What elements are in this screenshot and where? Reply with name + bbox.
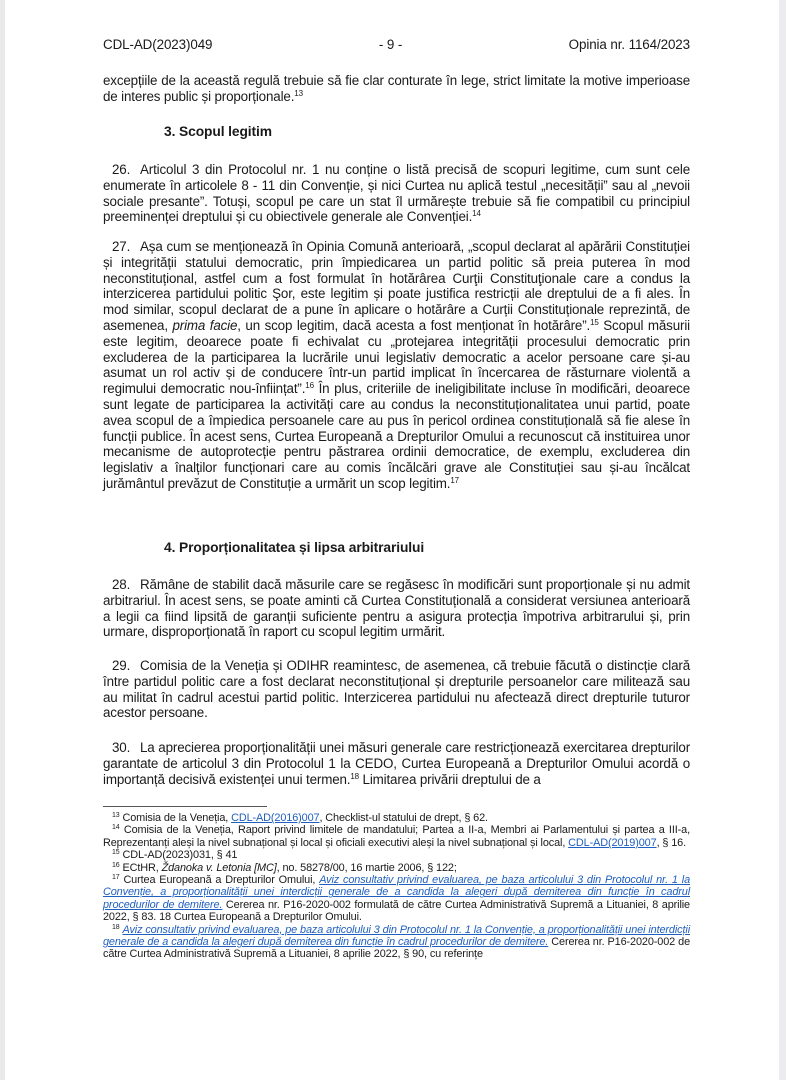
paragraph-text: În plus, criteriile de ineligibilitate incluse în modificări, deoarece sunt legate de participarea la activități care au condus la neconstituționalitatea unui partid, poate avea scopul de a împiedica persoanele care au pus în pericol ordinea constituțională să fie alese în funcții publice. În acest sens, Curtea Europeană a Drepturilor Omului a recunoscut că instituirea unor mecanisme de autoprotecție pentru păstrarea ordinii democratice, de exemplu, excluderea din legislativ a înalților funcționari care au comis încălcări grave ale Constituției sau și-au încălcat jurământul prevăzut de Constituție a urmărit un scop legitim. [103, 381, 691, 491]
paragraph-29 [103, 658, 690, 721]
footnote-text: Comisia de la Veneția, Raport privind limitele de mandatului; Partea a II-a, Membri ai Parlamentului și partea a III-a, Reprezentanți aleși la nivel subnațional și local și oficiali executivi aleși la nivel subnațional și local, [103, 824, 690, 849]
footnote-13 [103, 812, 690, 824]
paragraph-26 [103, 162, 690, 225]
footnote-text: Cererea nr. P16-2020-002 de către Curtea Administrativă Supremă a Lituaniei, 8 aprilie 2022, § 90, cu referințe [103, 936, 691, 961]
section-heading-3 [103, 124, 690, 139]
intro-paragraph [103, 73, 690, 105]
paragraph-number: 27. [112, 239, 131, 254]
footnote-ref[interactable]: 16 [305, 381, 314, 391]
footnote-18 [103, 924, 690, 961]
footnote-17 [103, 874, 690, 924]
footnote-14 [103, 824, 690, 849]
footnote-number: 13 [112, 812, 120, 819]
paragraph-number: 26. [112, 162, 131, 177]
intro-text: excepțiile de la această regulă trebuie să fie clar conturate în lege, strict limitate la motive imperioase de interes public și proporționale. [103, 73, 690, 104]
footnote-ref[interactable]: 17 [450, 475, 459, 485]
paragraph-text: Scopul măsurii este legitim, deoarece poate fi echivalat cu „protejarea integrității procesului democratic prin excluderea de la participarea la lucrările unui legislativ democratic a acelor persoane care și-au asumat un rol activ și de conducere într-un partid implicat în încercarea de răsturnare violentă a regimului democratic nou-înființat”. [103, 317, 690, 397]
footnote-number: 16 [112, 861, 120, 869]
footnote-text: Curtea Europeană a Drepturilor Omului, [119, 874, 320, 887]
paragraph-30 [103, 740, 690, 787]
page-number: - 9 - [378, 37, 403, 52]
page-header [103, 37, 690, 52]
paragraph-28 [103, 577, 690, 640]
footnote-text: , no. 58278/00, 16 martie 2006, § 122; [276, 861, 457, 874]
footnote-number: 14 [112, 824, 120, 832]
footnote-link[interactable]: CDL-AD(2016)007 [231, 812, 320, 824]
footnote-ref[interactable]: 18 [350, 771, 359, 781]
section-heading-4 [103, 540, 690, 555]
paragraph-text: Limitarea privării dreptului de a [358, 771, 541, 787]
paragraph-number: 29. [112, 658, 131, 673]
paragraph-number: 30. [112, 740, 131, 755]
footnote-number: 15 [112, 849, 120, 857]
footnote-text: ECtHR, [119, 861, 162, 874]
paragraph-number: 28. [112, 577, 131, 592]
footnote-number: 18 [112, 923, 120, 931]
case-name: Ždanoka v. Letonia [MC] [161, 861, 277, 874]
paragraph-text: Articolul 3 din Protocolul nr. 1 nu conține o listă precisă de scopuri legitime, cum sunt cele enumerate în articolele 8 - 11 din Convenție, și nici Curtea nu aplică testul „necesității” sau al „nevoii sociale presante”. Totuși, scopul pe care un stat îl urmărește trebuie să fie compatibil cu principiul preeminenței dreptului și cu obiectivele generale ale Convenției. [103, 162, 690, 225]
paragraph-text: Așa cum se menționează în Opinia Comună anterioară, „scopul declarat al apărării Constituției și integrității statului democratic, prin împiedicarea un partid politic să preia puterea în mod neconstituțional, astfel cum a fost formulat în hotărârea Curţii Constituţionale care a condus la interzicerea partidului politic Şor, este legitim și poate justifica restricții ale dreptului de a fi ales. În mod similar, scopul declarat de a pune în aplicare o hotărâre a Curții Constituționale reprezintă, de asemenea, [103, 239, 690, 333]
footnote-ref[interactable]: 13 [294, 88, 303, 98]
page-edge [779, 0, 786, 1080]
paragraph-text: Comisia de la Veneția și ODIHR reamintesc, de asemenea, că trebuie făcută o distincție clară între partidul politic care a fost declarat neconstituțional și drepturile persoanelor care militează sau au militat în cadrul acestui partid politic. Interzicerea partidului nu afectează direct drepturile tuturor acestor persoane. [103, 658, 690, 721]
footnote-text: , § 16. [656, 836, 686, 849]
footnote-ref[interactable]: 15 [590, 317, 599, 327]
footnotes [103, 812, 690, 961]
footnote-link[interactable]: CDL-AD(2019)007 [568, 836, 657, 849]
paragraph-27 [103, 239, 690, 492]
section-title: 3. Scopul legitim [164, 124, 272, 139]
paragraph-text: , un scop legitim, dacă acesta a fost menționat în hotărâre”. [237, 317, 591, 333]
section-title: 4. Proporționalitatea și lipsa arbitrariului [164, 540, 425, 555]
footnote-text: Cererea nr. P16-2020-002 formulată de către Curtea Administrativă Supremă a Lituaniei, 8 aprilie 2022, § 83. 18 Curtea Europeană a Drepturilor Omului. [103, 898, 690, 924]
footnote-16 [103, 862, 690, 874]
footnote-link[interactable]: Aviz consultativ privind evaluarea, pe baza articolului 3 din Protocolul nr. 1 la Convenție, a proporționalității unei interdicții generale de a candida la alegeri după demiterea din funcție în cadrul procedurilor de demitere. [103, 874, 691, 911]
italic-term: prima facie [172, 317, 238, 333]
paragraph-text: La aprecierea proporționalității unei măsuri generale care restricționează exercitarea drepturilor garantate de articolul 3 din Protocolul 1 la CEDO, Curtea Europeană a Drepturilor Omului acordă o importanță decisivă existenței unui termen. [103, 740, 690, 787]
footnote-text: , Checklist-ul statului de drept, § 62. [319, 812, 488, 824]
footnote-text: CDL-AD(2023)031, § 41 [119, 849, 238, 862]
opinion-reference: Opinia nr. 1164/2023 [568, 37, 690, 52]
doc-reference: CDL-AD(2023)049 [103, 37, 213, 52]
footnote-number: 17 [112, 874, 120, 882]
footnote-text: Comisia de la Veneția, [119, 812, 232, 824]
footnote-separator [103, 806, 267, 807]
footnote-link[interactable]: Aviz consultativ privind evaluarea, pe baza articolului 3 din Protocolul nr. 1 la Convenție, a proporționalității unei interdicții generale de a candida la alegeri după demiterea din funcție în cadrul procedurilor de demitere. [103, 923, 690, 949]
paragraph-text: Rămâne de stabilit dacă măsurile care se regăsesc în modificări sunt proporționale și nu admit arbitrariul. În acest sens, se poate aminti că Curtea Constituțională a considerat versiunea anterioară a legii ca fiind lipsită de garanții suficiente pentru a asigura protecția împotriva arbitrarului și, prin urmare, disproporționată în raport cu scopul legitim urmărit. [103, 577, 690, 640]
document-page [5, 0, 779, 1080]
footnote-15 [103, 849, 690, 861]
footnote-ref[interactable]: 14 [472, 209, 481, 219]
